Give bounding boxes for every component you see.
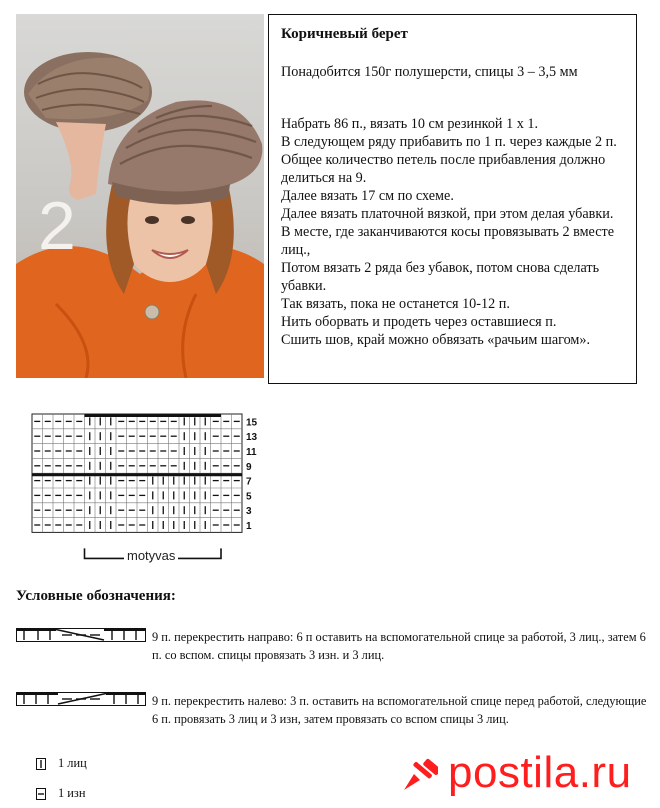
chart-row-number: 9: [246, 461, 252, 473]
legend-cable-left-text: 9 п. перекрестить налево: 3 п. оставить на вспомогательной спице перед работой, следующие 6 п. провязать 3 лиц и 3 изн, затем провязать со вспом спицы 3 лиц.: [152, 694, 647, 726]
chart-repeat-label: motyvas: [124, 548, 178, 563]
pattern-title: Коричневый берет: [281, 26, 408, 42]
step-10: Сшить шов, край можно обвязать «рачьим шагом».: [281, 332, 591, 348]
step-8: Так вязать, пока не останется 10-12 п.: [281, 296, 510, 312]
step-6: В месте, где заканчиваются косы провязывать 2 вместе лиц.,: [281, 224, 614, 258]
knit-stitch-symbol: [36, 758, 46, 770]
legend-cable-right-text: 9 п. перекрестить направо: 6 п оставить на вспомогательной спице за работой, 3 лиц., затем 6 п. со вспом. спицы провязать 3 изн. и 3 лиц.: [152, 630, 646, 662]
legend-title: Условные обозначения:: [16, 588, 176, 604]
chart-row-number: 7: [246, 476, 252, 488]
chart-row-number: 15: [246, 417, 258, 429]
knitting-chart: [16, 406, 276, 568]
legend-knit-text: 1 лиц: [58, 756, 87, 770]
pin-icon: [400, 754, 438, 792]
photo-number: 2: [38, 188, 76, 264]
step-7: Потом вязать 2 ряда без убавок, потом снова сделать убавки.: [281, 260, 600, 294]
step-1: Набрать 86 п., вязать 10 см резинкой 1 х 1.: [281, 116, 538, 132]
cable-left-symbol: [16, 692, 146, 706]
step-2: В следующем ряду прибавить по 1 п. через каждые 2 п.: [281, 134, 617, 150]
watermark-text: postila.ru: [448, 748, 632, 797]
beret-photo: [16, 14, 264, 378]
purl-stitch-symbol: [36, 788, 46, 800]
chart-row-number: 13: [246, 432, 258, 444]
step-3: Общее количество петель после прибавления должно делиться на 9.: [281, 152, 606, 186]
chart-row-number: 5: [246, 491, 252, 503]
legend-purl-text: 1 изн: [58, 786, 86, 800]
knitting-chart-grid: [16, 406, 276, 568]
chart-row-number: 1: [246, 521, 252, 532]
step-4: Далее вязать 17 см по схеме.: [281, 188, 454, 204]
postila-watermark: [400, 748, 632, 798]
step-5: Далее вязать платочной вязкой, при этом делая убавки.: [281, 206, 614, 222]
cable-right-symbol: [16, 628, 146, 642]
chart-row-number: 11: [246, 447, 257, 458]
chart-row-number: 3: [246, 506, 252, 518]
materials-line: Понадобится 150г полушерсти, спицы 3 – 3,5 мм: [281, 64, 578, 80]
pattern-instructions: [268, 14, 637, 384]
step-9: Нить оборвать и продеть через оставшиеся п.: [281, 314, 557, 330]
